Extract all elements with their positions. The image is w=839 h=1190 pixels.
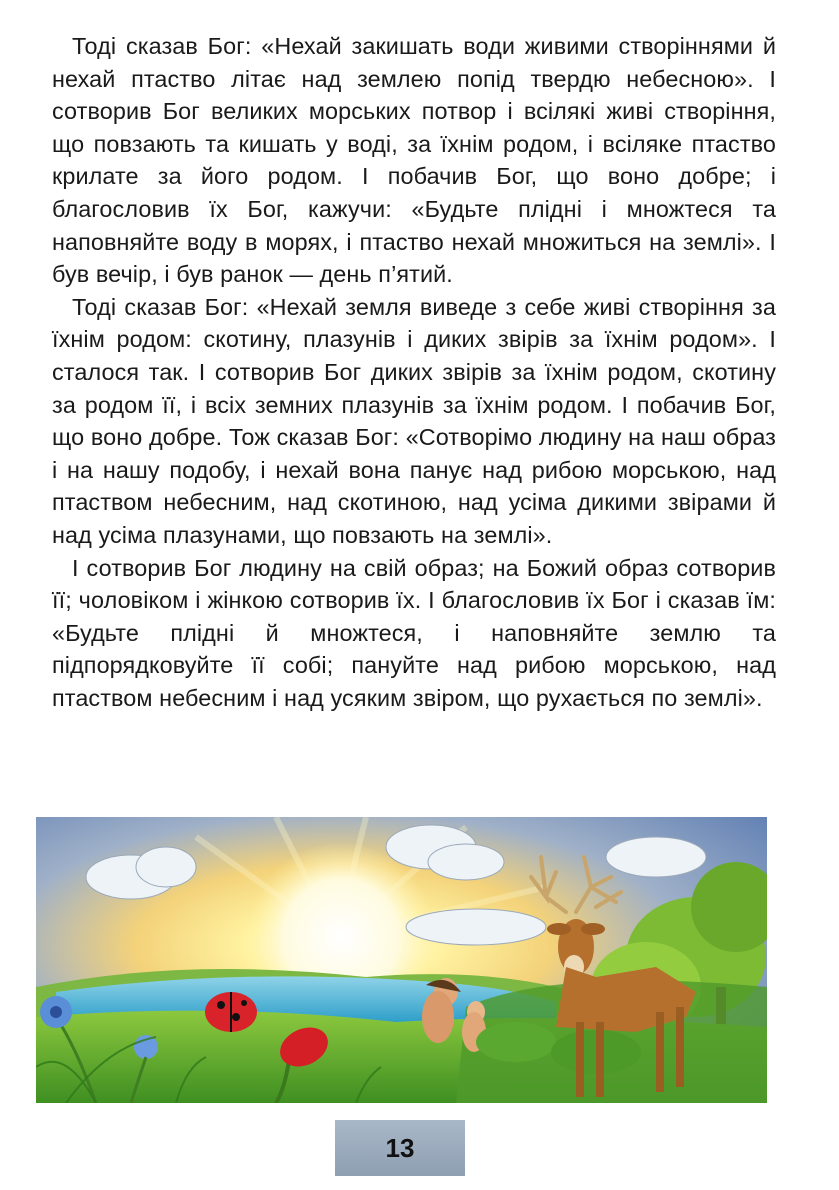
ladybug-icon — [205, 992, 257, 1032]
main-text — [52, 30, 776, 714]
page-number: 13 — [385, 1132, 415, 1163]
paragraph-creation-animals: Тоді сказав Бог: «Нехай земля виведе з себе живі створіння за їхнім родом: скотину, плазунів і диких звірів за їхнім родом». І сталося так. І сотворив Бог диких звірів за їхнім родом, скотину за родом її, і всіх земних плазунів за їхнім родом. І побачив Бог, що воно добре. Тож сказав Бог: «Сотворімо людину на наш образ і на нашу подобу, і нехай вона панує над рибою морською, над птаством небесним, над скотиною, над усіма дикими звірами й над усіма плазунами, що повзають на землі». — [52, 293, 776, 548]
page-number-tab — [335, 1120, 465, 1176]
creation-scene-illustration — [36, 817, 767, 1103]
paragraph-creation-man: І сотворив Бог людину на свій образ; на Божий образ сотворив її; чоловіком і жінкою сотворив їх. І благословив їх Бог і сказав їм: «Будьте плідні й множтеся, і наповняйте землю та підпорядковуйте її собі; пануйте над рибою морською, над птаством небесним і над усяким звіром, що рухається по землі». — [52, 554, 776, 711]
paragraph-day-five: Тоді сказав Бог: «Нехай закишать води живими створіннями й нехай птаство літає над землею попід твердю небесною». І сотворив Бог великих морських потвор і всілякі живі створіння, що повзають та кишать у воді, за їхнім родом, і всіляке птаство крилате за його родом. І побачив Бог, що воно добре; і благословив їх Бог, кажучи: «Будьте плідні і множтеся та наповняйте воду в морях, і птаство нехай множиться на землі». І був вечір, і був ранок — день п’ятий. — [52, 33, 776, 288]
